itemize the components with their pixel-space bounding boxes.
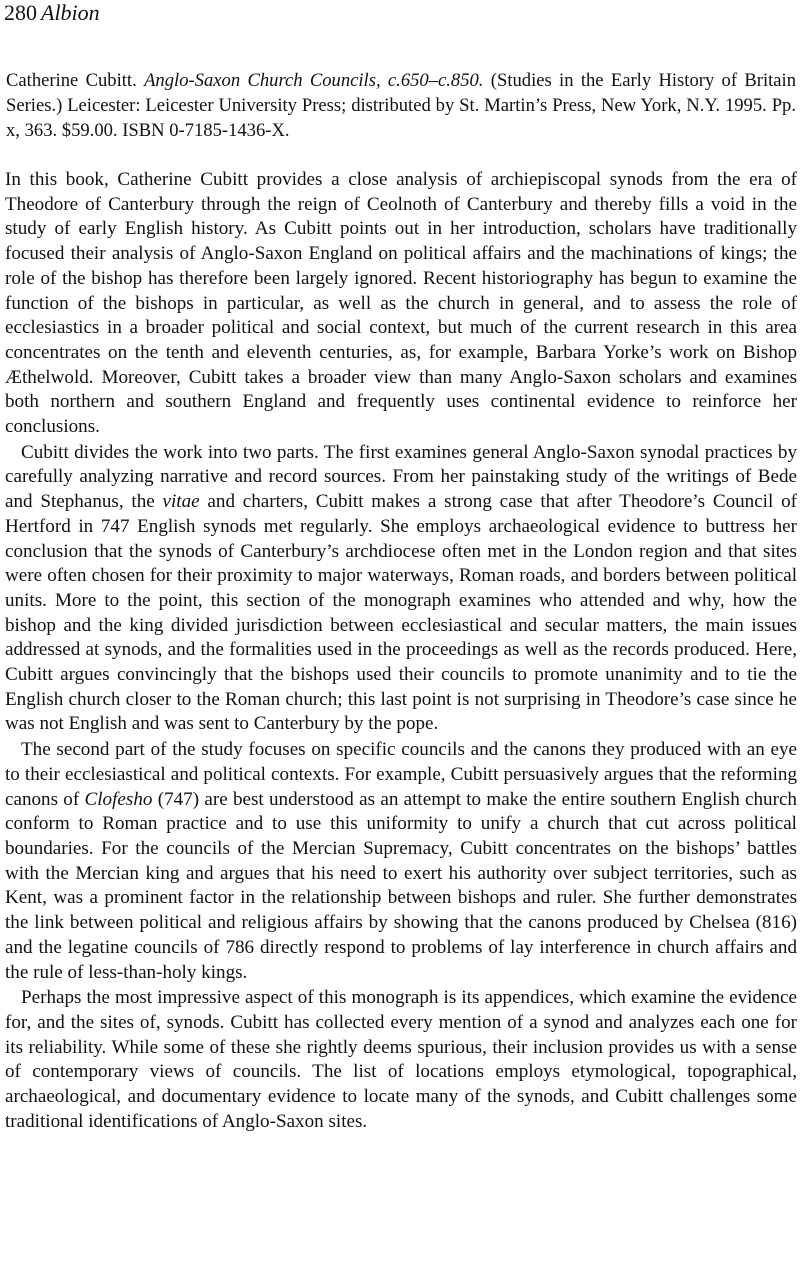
paragraph-text: (747) are best understood as an attempt to make the entire southern English church conform to Roman practice and to use this uniformity to unify a church that cut across political boundaries. For the councils of the Mercian Supremacy, Cubitt concentrates on the bishops’ battles with the Mercian king and argues that his need to exert his authority over subject territories, such as Kent, was a prominent factor in the relationship between bishops and ruler. She further demonstrates the link between political and religious affairs by showing that the canons produced by Chelsea (816) and the legatine councils of 786 directly respond to problems of lay interference in church affairs and the rule of less-than-holy kings. xyxy=(5,788,797,983)
citation-author: Catherine Cubitt. xyxy=(6,70,137,91)
book-citation xyxy=(6,68,796,143)
running-head xyxy=(4,0,100,28)
citation-book-title: Anglo-Saxon Church Councils, c.650–c.850. xyxy=(144,70,484,91)
citation-details: (Studies in the Early History of Britain Series.) Leicester: Leicester University Press; distributed by St. Martin’s Press, New York, N.Y. 1995. Pp. x, 363. $59.00. ISBN 0-7185-1436-X. xyxy=(6,70,797,141)
review-paragraph: In this book, Catherine Cubitt provides a close analysis of archiepiscopal synods from the era of Theodore of Canterbury through the reign of Ceolnoth of Canterbury and thereby fills a void in the study of early English history. As Cubitt points out in her introduction, scholars have traditionally focused their analysis of Anglo-Saxon England on political affairs and the machinations of kings; the role of the bishop has therefore been largely ignored. Recent historiography has begun to examine the function of the bishops in particular, as well as the church in general, and to assess the role of ecclesiastics in a broader political and social context, but much of the current research in this area concentrates on the tenth and eleventh centuries, as, for example, Barbara Yorke’s work on Bishop Æthelwold. Moreover, Cubitt takes a broader view than many Anglo-Saxon scholars and examines both northern and southern England and frequently uses continental evidence to reinforce her conclusions. xyxy=(5,169,797,438)
review-body xyxy=(5,168,797,1135)
journal-title: Albion xyxy=(41,0,100,25)
paragraph-text: and charters, Cubitt makes a strong case that after Theodore’s Council of Hertford in 747 English synods met regularly. She employs archaeological evidence to buttress her conclusion that the synods of Canterbury’s archdiocese often met in the London region and that sites were often chosen for their proximity to major waterways, Roman roads, and borders between political units. More to the point, this section of the monograph examines who attended and why, how the bishop and the king divided jurisdiction between ecclesiastical and secular matters, the main issues addressed at synods, and the formalities used in the proceedings as well as the records produced. Here, Cubitt argues convincingly that the bishops used their councils to promote unanimity and to tie the English church closer to the Roman church; this last point is not surprising in Theodore’s case since he was not English and was sent to Canterbury by the pope. xyxy=(5,491,797,735)
italic-term-vitae: vitae xyxy=(162,491,200,513)
review-paragraph: Perhaps the most impressive aspect of this monograph is its appendices, which examine the evidence for, and the sites of, synods. Cubitt has collected every mention of a synod and analyzes each one for its reliability. While some of these she rightly deems spurious, their inclusion provides us with a sense of contemporary views of councils. The list of locations employs etymological, topographical, archaeological, and documentary evidence to locate many of the synods, and Cubitt challenges some traditional identifications of Anglo-Saxon sites. xyxy=(5,987,797,1132)
review-paragraph xyxy=(5,441,797,737)
paragraph-text: The second part of the study focuses on specific councils and the canons they produced with an eye to their ecclesiastical and political contexts. For example, Cubitt persuasively argues that the reforming canons of xyxy=(5,739,797,810)
review-paragraph xyxy=(5,738,797,985)
page-number: 280 xyxy=(4,0,37,25)
italic-term-clofesho: Clofesho xyxy=(84,788,153,810)
paragraph-text: Cubitt divides the work into two parts. The first examines general Anglo-Saxon synodal practices by carefully analyzing narrative and record sources. From her painstaking study of the writings of Bede and Stephanus, the xyxy=(5,441,797,513)
